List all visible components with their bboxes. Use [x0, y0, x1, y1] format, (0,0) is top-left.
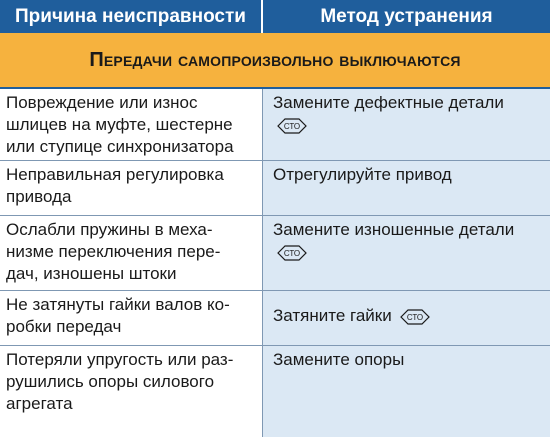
cause-cell	[0, 89, 263, 160]
fix-cell	[263, 291, 550, 345]
header-cause: Причина неисправности	[0, 0, 263, 33]
cause-line: рушились опоры силового	[6, 372, 215, 391]
table-row	[0, 161, 550, 216]
cause-line: Ослабли пружины в меха-	[6, 220, 213, 239]
fix-cell	[263, 216, 550, 290]
sto-icon	[276, 244, 308, 262]
table-row	[0, 346, 550, 437]
fix-text: Замените дефектные детали	[273, 93, 504, 112]
table-row	[0, 89, 550, 161]
fix-cell	[263, 89, 550, 160]
header-fix: Метод устранения	[320, 5, 493, 27]
sto-label: СТО	[283, 248, 301, 258]
cause-line: или ступице синхронизатора	[6, 137, 234, 156]
cause-cell	[0, 291, 263, 345]
cause-line: шлицев на муфте, шестерне	[6, 115, 233, 134]
cause-cell	[0, 216, 263, 290]
fix-text	[273, 305, 540, 327]
cause-line: Не затянуты гайки валов ко-	[6, 295, 230, 314]
cause-cell	[0, 161, 263, 215]
table-header	[0, 0, 550, 33]
cause-line: робки передач	[6, 317, 122, 336]
fix-text: Замените опоры	[273, 350, 405, 369]
fix-text: Замените изношенные детали	[273, 220, 515, 239]
cause-line: агрегата	[6, 394, 73, 413]
cause-line: Повреждение или износ	[6, 93, 198, 112]
section-banner	[0, 33, 550, 89]
cause-line: дач, изношены штоки	[6, 264, 177, 283]
cause-line: Неправильная регулировка	[6, 165, 224, 184]
section-title: Передачи самопроизвольно выключаются	[89, 48, 461, 71]
table-row	[0, 291, 550, 346]
table-row	[0, 216, 550, 291]
fix-text: Отрегулируйте привод	[273, 165, 452, 184]
cause-line: привода	[6, 187, 72, 206]
fix-cell	[263, 161, 550, 215]
fix-text-label: Затяните гайки	[273, 306, 392, 325]
cause-line: Потеряли упругость или раз-	[6, 350, 234, 369]
fix-cell	[263, 346, 550, 437]
sto-label: СТО	[283, 121, 301, 131]
cause-line: низме переключения пере-	[6, 242, 221, 261]
cause-cell	[0, 346, 263, 437]
sto-icon	[276, 117, 308, 135]
sto-label: СТО	[407, 312, 424, 322]
sto-icon	[399, 308, 431, 326]
